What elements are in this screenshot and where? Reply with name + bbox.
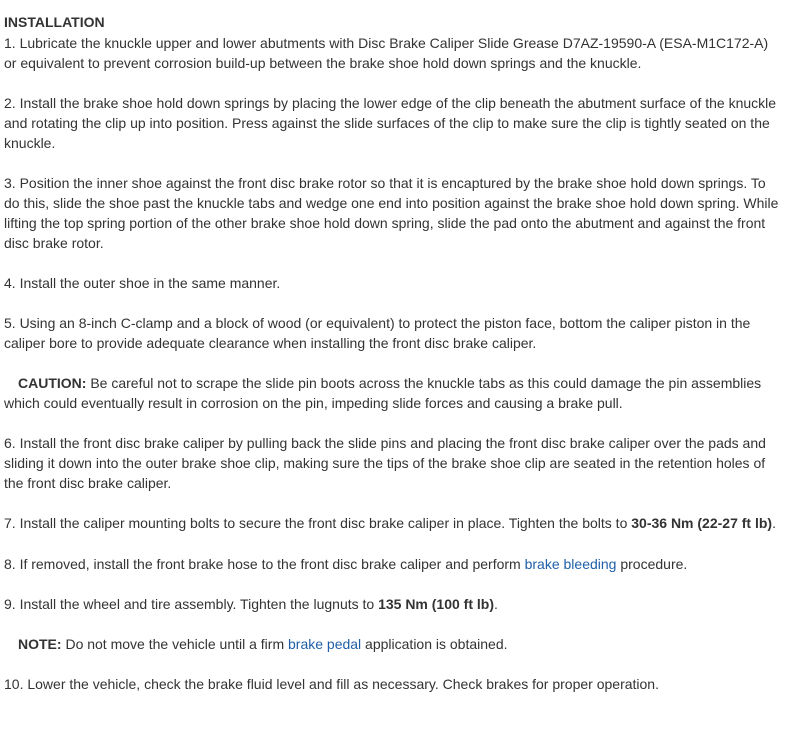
- brake-bleeding-link[interactable]: brake bleeding: [524, 556, 617, 572]
- section-heading: INSTALLATION: [4, 14, 105, 30]
- step-9-torque-spec: 135 Nm (100 ft lb): [378, 596, 495, 612]
- step-1: 1. Lubricate the knuckle upper and lower abutments with Disc Brake Caliper Slide Grease D7AZ-19590-A (ESA-M1C172-A) or equivalent to prevent corrosion build-up between the brake shoe hold down springs and the knuckle.: [4, 35, 769, 71]
- step-9-end: .: [494, 596, 498, 612]
- step-3: 3. Position the inner shoe against the front disc brake rotor so that it is encaptured by the brake shoe hold down springs. To do this, slide the shoe past the knuckle tabs and wedge one end into position against the brake shoe hold down spring. While lifting the top spring portion of the other brake shoe hold down spring, slide the pad onto the abutment and against the front disc brake rotor.: [4, 175, 779, 251]
- step-4: 4. Install the outer shoe in the same manner.: [4, 275, 281, 291]
- caution-label: CAUTION:: [18, 375, 87, 391]
- step-7: [4, 513, 782, 533]
- step-5: 5. Using an 8-inch C-clamp and a block of wood (or equivalent) to protect the piston face, bottom the caliper piston in the caliper bore to provide adequate clearance when installing the front disc brake caliper.: [4, 315, 751, 351]
- note-label: NOTE:: [18, 636, 62, 652]
- step-9-text: 9. Install the wheel and tire assembly. Tighten the lugnuts to: [4, 596, 379, 612]
- step-8-text: 8. If removed, install the front brake hose to the front disc brake caliper and perform: [4, 556, 525, 572]
- note-block: [4, 634, 782, 654]
- caution-block: [4, 373, 782, 413]
- step-7-end: .: [772, 515, 776, 531]
- caution-text: Be careful not to scrape the slide pin boots across the knuckle tabs as this could damage the pin assemblies which could eventually result in corrosion on the pin, impeding slide forces and causing a brake pull.: [4, 375, 762, 411]
- step-7-text: 7. Install the caliper mounting bolts to secure the front disc brake caliper in place. Tighten the bolts to: [4, 515, 632, 531]
- step-8-end: procedure.: [616, 556, 688, 572]
- step-10: 10. Lower the vehicle, check the brake fluid level and fill as necessary. Check brakes for proper operation.: [4, 676, 659, 692]
- note-text-after: application is obtained.: [361, 636, 508, 652]
- step-7-torque-spec: 30-36 Nm (22-27 ft lb): [631, 515, 773, 531]
- step-6: 6. Install the front disc brake caliper by pulling back the slide pins and placing the front disc brake caliper over the pads and sliding it down into the outer brake shoe clip, making sure the tips of the brake shoe clip are seated in the retention holes of the front disc brake caliper.: [4, 435, 766, 491]
- brake-pedal-link[interactable]: brake pedal: [288, 636, 362, 652]
- note-text-before: Do not move the vehicle until a firm: [61, 636, 288, 652]
- step-8: [4, 554, 782, 574]
- step-2: 2. Install the brake shoe hold down springs by placing the lower edge of the clip beneath the abutment surface of the knuckle and rotating the clip up into position. Press against the slide surfaces of the clip to make sure the clip is tightly seated on the knuckle.: [4, 95, 777, 151]
- step-9: [4, 594, 782, 614]
